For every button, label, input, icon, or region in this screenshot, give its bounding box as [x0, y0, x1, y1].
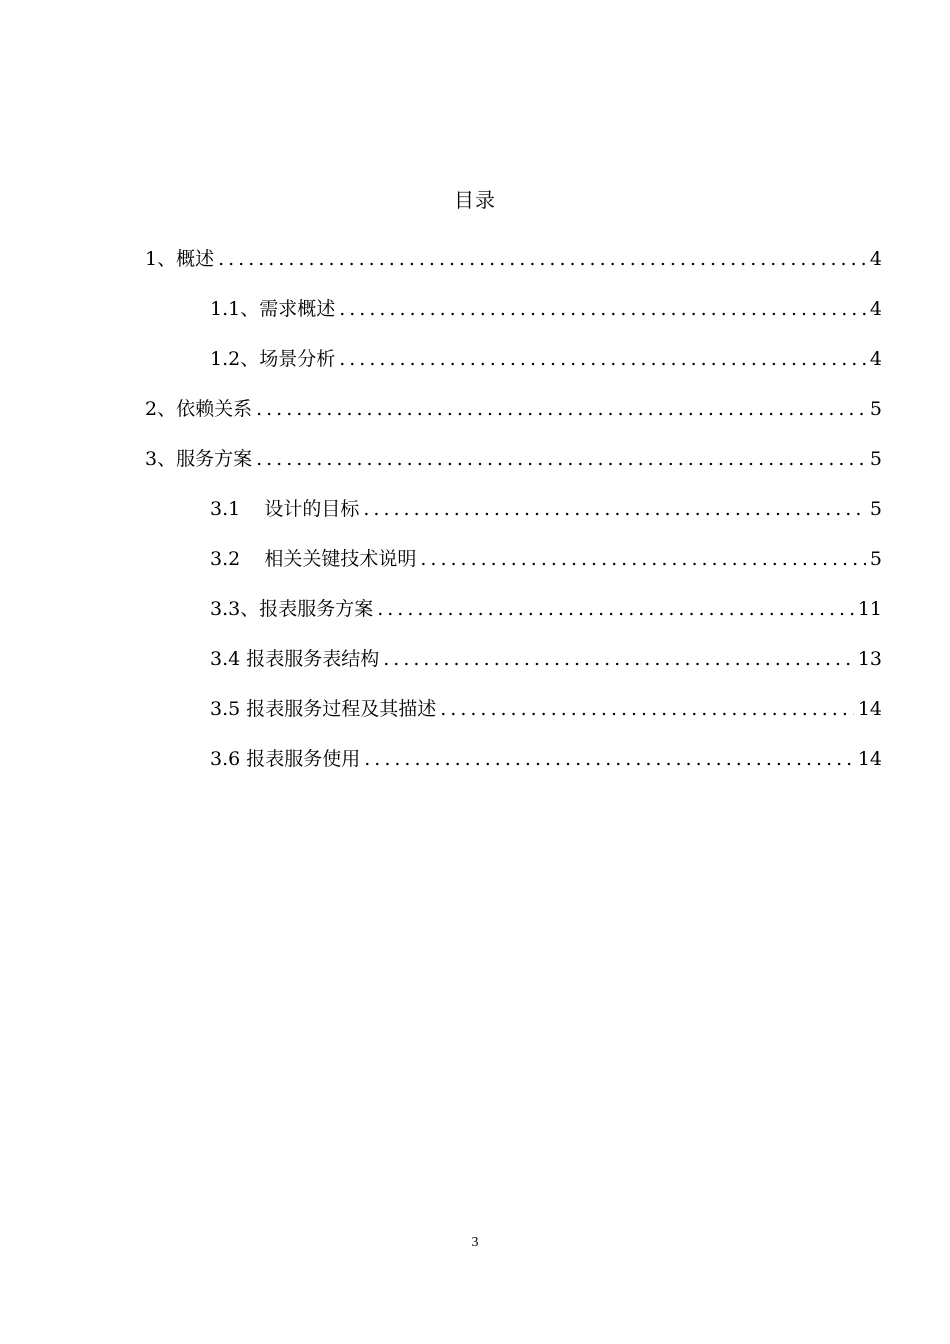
toc-title: 目录	[454, 188, 496, 212]
toc-page-number: 4	[869, 348, 882, 370]
toc-entry-text: 3.5 报表服务过程及其描述	[210, 698, 437, 720]
toc-entry-scenario-analysis[interactable]	[145, 334, 882, 384]
dot-leader	[420, 545, 866, 573]
toc-entry-report-table-structure[interactable]	[145, 634, 882, 684]
dot-leader	[218, 245, 866, 273]
dot-leader	[339, 345, 866, 373]
toc-page-number: 14	[857, 748, 882, 770]
toc-page-number: 4	[869, 298, 882, 320]
toc-page-number: 5	[869, 498, 882, 520]
toc-entry-service-plan[interactable]	[145, 434, 882, 484]
toc-page-number: 11	[857, 598, 882, 620]
toc-entry-text: 3、服务方案	[145, 448, 253, 470]
dot-leader	[377, 595, 854, 623]
toc-entry-text: 1.1、需求概述	[210, 298, 336, 320]
dot-leader	[363, 495, 866, 523]
toc-page-number: 4	[869, 248, 882, 270]
toc-entry-text: 3.1 设计的目标	[210, 498, 360, 520]
page-number: 3	[471, 1235, 479, 1250]
dot-leader	[256, 445, 866, 473]
toc-entry-overview[interactable]	[145, 234, 882, 284]
toc-entry-text: 3.2 相关关键技术说明	[210, 548, 417, 570]
table-of-contents	[145, 234, 882, 784]
toc-entry-text: 1.2、场景分析	[210, 348, 336, 370]
toc-page-number: 13	[857, 648, 882, 670]
toc-entry-report-process[interactable]	[145, 684, 882, 734]
dot-leader	[256, 395, 866, 423]
dot-leader	[339, 295, 866, 323]
toc-entry-text: 3.6 报表服务使用	[210, 748, 361, 770]
toc-page-number: 5	[869, 548, 882, 570]
toc-entry-dependencies[interactable]	[145, 384, 882, 434]
toc-entry-text: 2、依赖关系	[145, 398, 253, 420]
toc-entry-design-goals[interactable]	[145, 484, 882, 534]
dot-leader	[383, 645, 854, 673]
toc-entry-text: 3.4 报表服务表结构	[210, 648, 380, 670]
toc-page-number: 14	[857, 698, 882, 720]
toc-entry-text: 1、概述	[145, 248, 215, 270]
toc-entry-requirements-overview[interactable]	[145, 284, 882, 334]
toc-entry-report-service-plan[interactable]	[145, 584, 882, 634]
toc-entry-key-technologies[interactable]	[145, 534, 882, 584]
toc-entry-text: 3.3、报表服务方案	[210, 598, 374, 620]
toc-page-number: 5	[869, 398, 882, 420]
dot-leader	[364, 745, 854, 773]
toc-page-number: 5	[869, 448, 882, 470]
dot-leader	[440, 695, 854, 723]
toc-entry-report-usage[interactable]	[145, 734, 882, 784]
